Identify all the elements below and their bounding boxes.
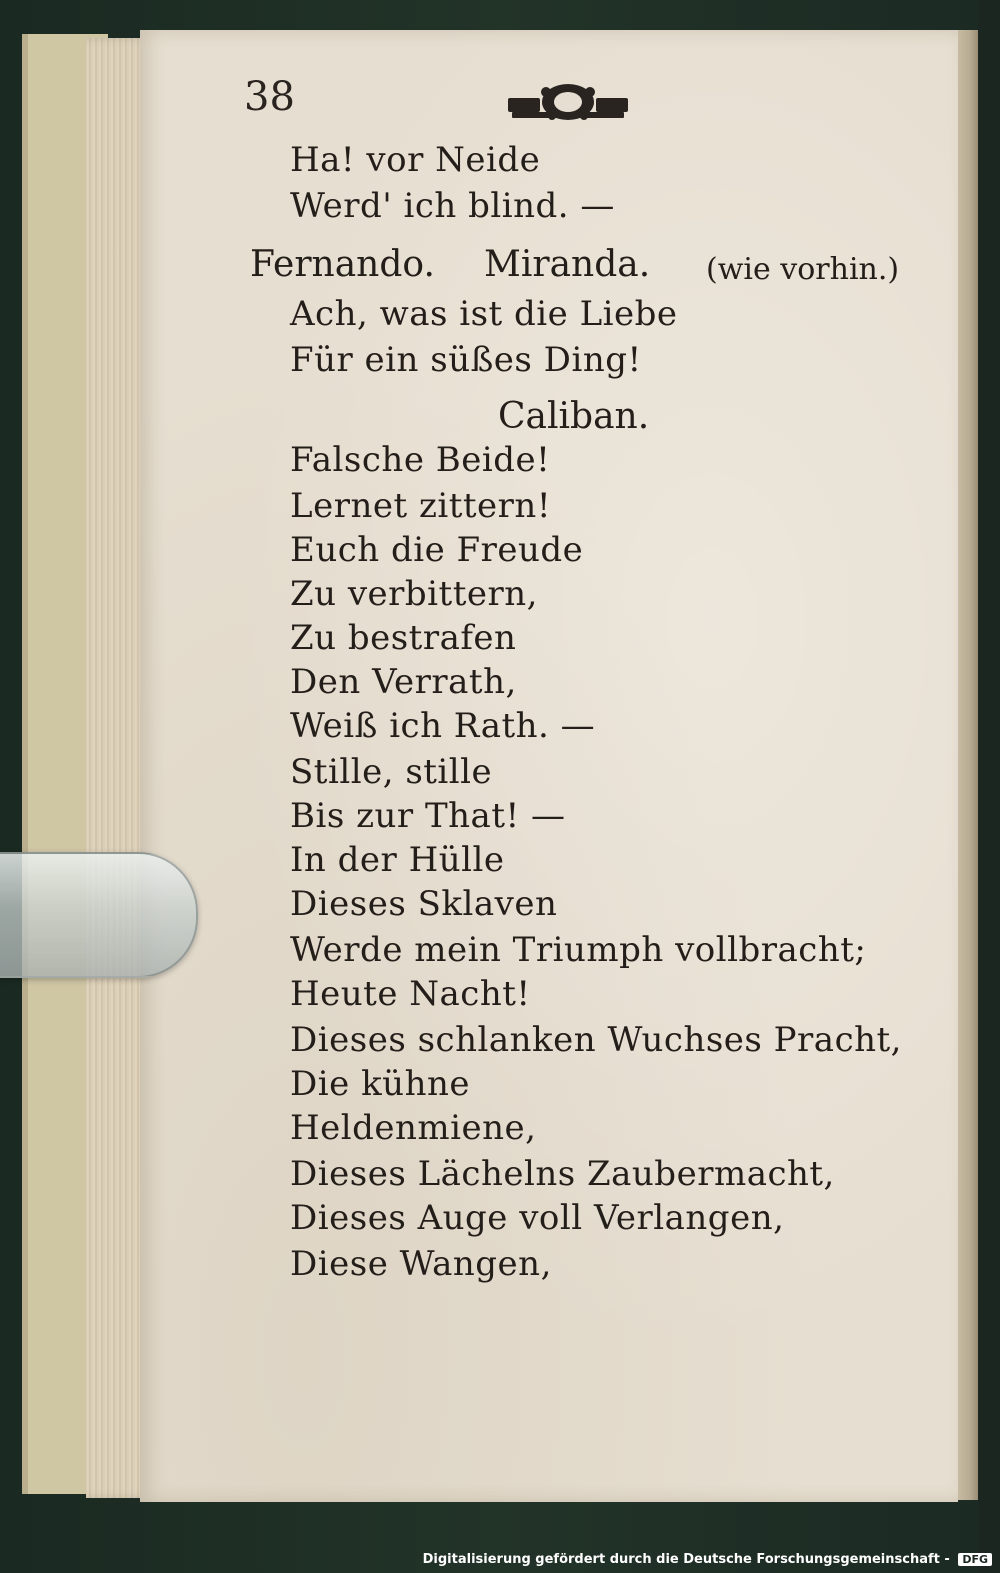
- verse-line: Falsche Beide!: [290, 440, 551, 480]
- verse-line: Für ein süßes Ding!: [290, 340, 642, 380]
- stage-direction: (wie vorhin.): [706, 252, 900, 287]
- funding-credit-text: Digitalisierung gefördert durch die Deutsche Forschungsgemeinschaft -: [422, 1552, 950, 1567]
- verse-line: Ha! vor Neide: [290, 140, 541, 180]
- verse-line: Diese Wangen,: [290, 1244, 552, 1284]
- verse-line: Stille, stille: [290, 752, 493, 792]
- page-number: 38: [244, 74, 295, 120]
- dfg-logo: DFG: [958, 1553, 992, 1566]
- speaker-caliban: Caliban.: [498, 396, 650, 437]
- verse-line: Dieses Sklaven: [290, 884, 558, 924]
- verse-line: Die kühne: [290, 1064, 470, 1104]
- verse-line: Dieses Auge voll Verlangen,: [290, 1198, 785, 1238]
- verse-line: Euch die Freude: [290, 530, 584, 570]
- verse-line: Dieses Lächelns Zaubermacht,: [290, 1154, 835, 1194]
- verse-line: Zu verbittern,: [290, 574, 538, 614]
- verse-line: Werd' ich blind. —: [290, 186, 615, 226]
- verse-line: Heute Nacht!: [290, 974, 531, 1014]
- floral-vignette-icon: [506, 80, 630, 124]
- speaker-miranda: Miranda.: [484, 244, 651, 285]
- verse-line: Werde mein Triumph vollbracht;: [290, 930, 867, 970]
- funding-credit: [423, 1552, 992, 1567]
- verse-line: Lernet zittern!: [290, 486, 551, 526]
- speaker-fernando: Fernando.: [250, 244, 435, 285]
- glass-page-clip: [0, 852, 198, 978]
- verse-line: Ach, was ist die Liebe: [290, 294, 678, 334]
- verse-line: Zu bestrafen: [290, 618, 517, 658]
- verse-line: Weiß ich Rath. —: [290, 706, 596, 746]
- verse-line: In der Hülle: [290, 840, 505, 880]
- verse-line: Dieses schlanken Wuchses Pracht,: [290, 1020, 902, 1060]
- verse-line: Den Verrath,: [290, 662, 517, 702]
- scanner-right-border: [978, 0, 1000, 1573]
- verse-line: Heldenmiene,: [290, 1108, 537, 1148]
- verse-line: Bis zur That! —: [290, 796, 566, 836]
